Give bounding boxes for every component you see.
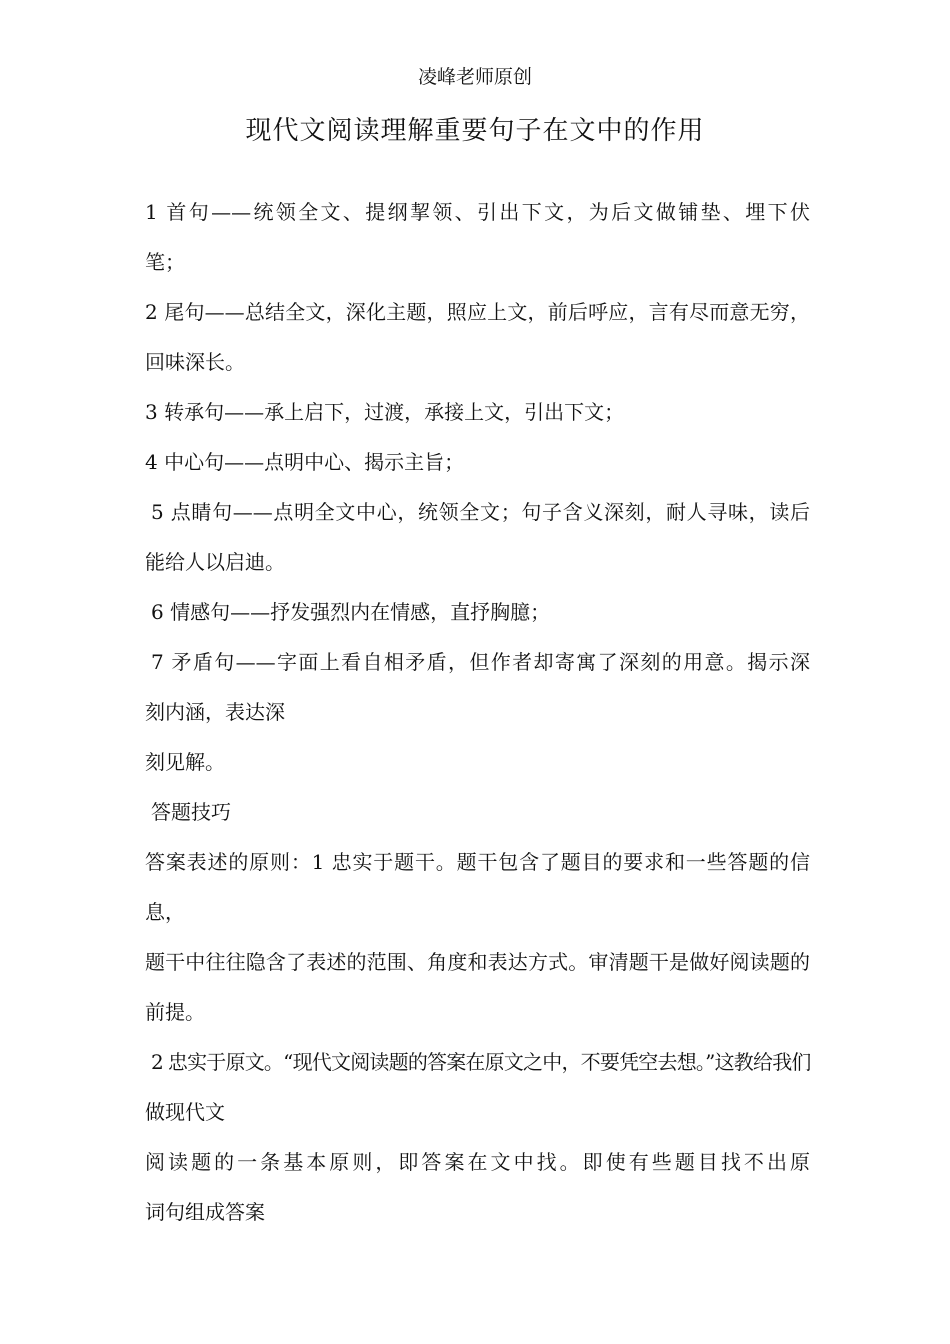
text-line: 刻见解。	[145, 750, 225, 774]
text-line: 题干中往往隐含了表述的范围、角度和表达方式。审清题干是做好阅读题的	[145, 950, 810, 974]
text-line: 6 情感句——抒发强烈内在情感，直抒胸臆；	[151, 600, 551, 624]
text-line: 回味深长。	[145, 350, 245, 374]
text-line: 前提。	[145, 1000, 205, 1024]
document-body	[145, 196, 810, 1246]
page-header: 凌峰老师原创	[417, 66, 532, 88]
text-line: 5 点睛句——点明全文中心，统领全文；句子含义深刻，耐人寻味，读后	[151, 500, 810, 524]
text-line: 2 忠实于原文。“现代文阅读题的答案在原文之中，不要凭空去想。”这教给我们	[151, 1050, 810, 1074]
text-line: 刻内涵，表达深	[145, 700, 285, 724]
text-line: 阅读题的一条基本原则，即答案在文中找。即使有些题目找不出原	[145, 1150, 810, 1174]
text-line: 2 尾句——总结全文，深化主题，照应上文，前后呼应，言有尽而意无穷，	[145, 300, 810, 324]
text-line: 7 矛盾句——字面上看自相矛盾，但作者却寄寓了深刻的用意。揭示深	[151, 650, 810, 674]
section-heading: 答题技巧	[151, 800, 231, 824]
text-line: 3 转承句——承上启下，过渡，承接上文，引出下文；	[145, 400, 625, 424]
text-line: 词句组成答案	[145, 1200, 265, 1224]
text-line: 1 首句——统领全文、提纲挈领、引出下文，为后文做铺垫、埋下伏	[145, 200, 810, 224]
text-line: 答案表述的原则：1 忠实于题干。题干包含了题目的要求和一些答题的信	[145, 850, 810, 874]
text-line: 笔；	[145, 250, 185, 274]
text-line: 息，	[145, 900, 185, 924]
document-title: 现代文阅读理解重要句子在文中的作用	[245, 116, 705, 146]
text-line: 能给人以启迪。	[145, 550, 285, 574]
text-line: 4 中心句——点明中心、揭示主旨；	[145, 450, 465, 474]
text-line: 做现代文	[145, 1100, 225, 1124]
